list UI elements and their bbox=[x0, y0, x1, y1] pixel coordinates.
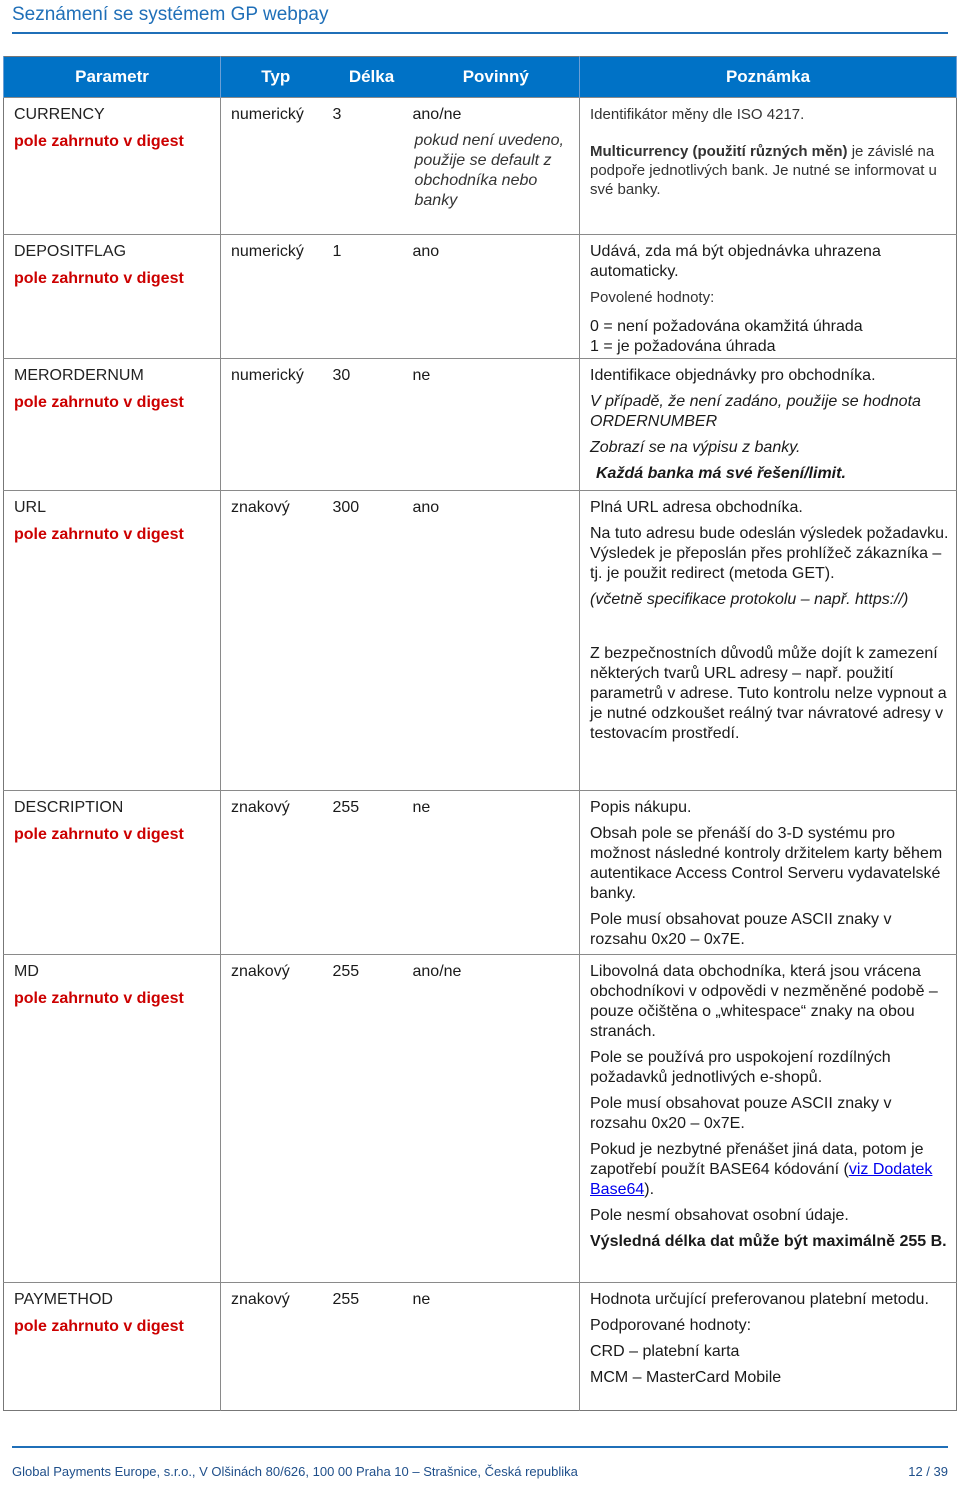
note-text: ). bbox=[644, 1181, 655, 1198]
digest-label: pole zahrnuto v digest bbox=[14, 826, 184, 843]
param-required: ano bbox=[412, 499, 440, 516]
param-required: ne bbox=[412, 1291, 431, 1308]
param-required: ano bbox=[412, 243, 440, 260]
note: Plná URL adresa obchodníka. bbox=[590, 499, 803, 516]
base64-appendix-link[interactable]: viz Dodatek Base64 bbox=[590, 1161, 933, 1198]
param-required: ne bbox=[412, 799, 431, 816]
table-row-depositflag bbox=[4, 235, 957, 359]
param-length: 255 bbox=[332, 963, 360, 980]
note: (včetně specifikace protokolu – např. https://) bbox=[590, 591, 909, 608]
note-text: Pokud je nezbytné přenášet jiná data, potom je zapotřebí použít BASE64 kódování ( bbox=[590, 1141, 924, 1178]
note: Libovolná data obchodníka, která jsou vrácena obchodníkovi v odpovědi v nezměněné podobě – pouze očištěna o „whitespace“ znaky na obou stranách. bbox=[590, 963, 938, 1040]
param-length: 3 bbox=[332, 106, 342, 123]
param-length: 255 bbox=[332, 1291, 360, 1308]
digest-label: pole zahrnuto v digest bbox=[14, 1318, 184, 1335]
note-text: je závislé na podpoře jednotlivých bank. Je nutné se informovat u své banky. bbox=[590, 143, 937, 198]
required-note: pokud není uvedeno, použije se default z obchodníka nebo banky bbox=[414, 132, 564, 209]
note bbox=[590, 1140, 950, 1200]
note: Podporované hodnoty: bbox=[590, 1317, 752, 1334]
note: Každá banka má své řešení/limit. bbox=[596, 465, 846, 482]
param-length: 30 bbox=[332, 367, 351, 384]
param-type: znakový bbox=[231, 799, 290, 816]
digest-label: pole zahrnuto v digest bbox=[14, 394, 184, 411]
note: V případě, že není zadáno, použije se hodnota ORDERNUMBER bbox=[590, 393, 921, 430]
note: CRD – platební karta bbox=[590, 1343, 740, 1360]
note bbox=[590, 142, 950, 199]
digest-label: pole zahrnuto v digest bbox=[14, 133, 184, 150]
param-name: URL bbox=[14, 499, 47, 516]
note: Popis nákupu. bbox=[590, 799, 692, 816]
note: Výsledná délka dat může být maximálně 255 B. bbox=[590, 1233, 947, 1250]
document-title: Seznámení se systémem GP webpay bbox=[12, 4, 329, 25]
table-header-row bbox=[4, 57, 957, 98]
note: Na tuto adresu bude odeslán výsledek požadavku. Výsledek je přeposlán přes prohlížeč zákazníka – tj. je použit redirect (metoda GET). bbox=[590, 525, 949, 582]
table-row-merordernum bbox=[4, 359, 957, 491]
note: Pole musí obsahovat pouze ASCII znaky v rozsahu 0x20 – 0x7E. bbox=[590, 1095, 892, 1132]
document-footer bbox=[12, 1446, 948, 1479]
note: Identifikátor měny dle ISO 4217. bbox=[590, 106, 805, 123]
note-bold: Multicurrency (použití různých měn) bbox=[590, 143, 848, 160]
note: Udává, zda má být objednávka uhrazena automaticky. bbox=[590, 243, 881, 280]
note: 1 = je požadována úhrada bbox=[590, 338, 776, 355]
param-name: CURRENCY bbox=[14, 106, 105, 123]
header-typ: Typ bbox=[221, 57, 331, 98]
note: Zobrazí se na výpisu z banky. bbox=[590, 439, 801, 456]
param-length: 255 bbox=[332, 799, 360, 816]
note: Pole se používá pro uspokojení rozdílných požadavků jednotlivých e-shopů. bbox=[590, 1049, 891, 1086]
param-length: 1 bbox=[332, 243, 342, 260]
note: Povolené hodnoty: bbox=[590, 289, 715, 306]
header-poznamka: Poznámka bbox=[580, 57, 957, 98]
table-row-description bbox=[4, 791, 957, 955]
digest-label: pole zahrnuto v digest bbox=[14, 990, 184, 1007]
param-name: MD bbox=[14, 963, 39, 980]
note: Z bezpečnostních důvodů může dojít k zamezení některých tvarů URL adresy – např. použití parametrů v adrese. Tuto kontrolu nelze vypnout a je nutné odzkoušet reálný tvar návratové adresy v testovacím prostředí. bbox=[590, 645, 947, 742]
param-type: znakový bbox=[231, 963, 290, 980]
note: Identifikace objednávky pro obchodníka. bbox=[590, 367, 876, 384]
table-row-md bbox=[4, 955, 957, 1283]
param-name: MERORDERNUM bbox=[14, 367, 144, 384]
digest-label: pole zahrnuto v digest bbox=[14, 526, 184, 543]
document-header bbox=[12, 4, 948, 34]
table-row-currency bbox=[4, 98, 957, 235]
page-number: 12 / 39 bbox=[908, 1464, 948, 1479]
footer-company: Global Payments Europe, s.r.o., V Olšinách 80/626, 100 00 Praha 10 – Strašnice, Česká republika bbox=[12, 1464, 578, 1479]
table-row-url bbox=[4, 491, 957, 791]
digest-label: pole zahrnuto v digest bbox=[14, 270, 184, 287]
note: Obsah pole se přenáší do 3-D systému pro možnost následné kontroly držitelem karty během autentikace Access Control Serveru vydavatelské banky. bbox=[590, 825, 943, 902]
param-type: znakový bbox=[231, 499, 290, 516]
param-name: DESCRIPTION bbox=[14, 799, 124, 816]
header-povinny: Povinný bbox=[413, 57, 580, 98]
note: MCM – MasterCard Mobile bbox=[590, 1369, 782, 1386]
param-required: ne bbox=[412, 367, 431, 384]
param-name: DEPOSITFLAG bbox=[14, 243, 127, 260]
param-type: numerický bbox=[231, 243, 304, 260]
param-name: PAYMETHOD bbox=[14, 1291, 113, 1308]
note: 0 = není požadována okamžitá úhrada bbox=[590, 318, 863, 335]
header-delka: Délka bbox=[331, 57, 413, 98]
param-length: 300 bbox=[332, 499, 360, 516]
note: Pole nesmí obsahovat osobní údaje. bbox=[590, 1207, 849, 1224]
param-required: ano/ne bbox=[412, 963, 462, 980]
param-type: znakový bbox=[231, 1291, 290, 1308]
param-type: numerický bbox=[231, 367, 304, 384]
parameters-table bbox=[3, 56, 957, 1411]
header-parametr: Parametr bbox=[4, 57, 221, 98]
param-required: ano/ne bbox=[412, 106, 462, 123]
note: Hodnota určující preferovanou platební metodu. bbox=[590, 1291, 929, 1308]
param-type: numerický bbox=[231, 106, 304, 123]
table-row-paymethod bbox=[4, 1283, 957, 1411]
note: Pole musí obsahovat pouze ASCII znaky v rozsahu 0x20 – 0x7E. bbox=[590, 911, 892, 948]
